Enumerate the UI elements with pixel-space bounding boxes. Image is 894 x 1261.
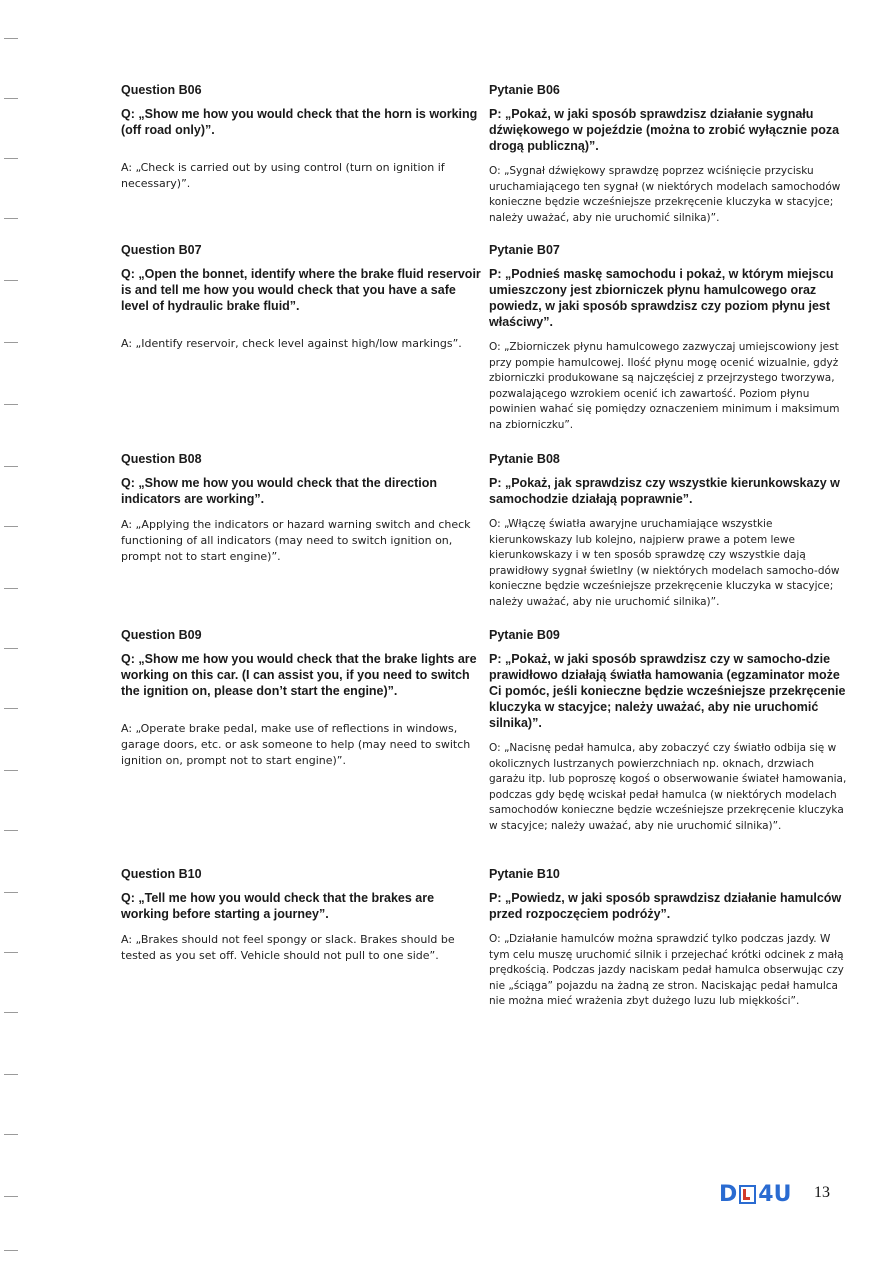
question-heading: Question B06 [121,83,202,97]
question-b08-pl [489,452,849,610]
question-text: Q: „Show me how you would check that the brake lights are working on this car. (I can assist you, if you need to switch the ignition on, please don’t start the engine)”. [121,652,477,698]
question-heading: Pytanie B06 [489,83,560,97]
learner-plate-icon [739,1185,756,1204]
question-heading: Pytanie B07 [489,243,560,257]
answer-text: O: „Sygnał dźwiękowy sprawdzę poprzez wciśnięcie przycisku uruchamiającego ten sygnał (w niektórych modelach samochodów konieczne będzie wcześniejsze przekręcenie kluczyka w stacyjce; należy uważać, aby nie uruchomić silnika)”. [489,165,841,224]
answer-text: O: „Działanie hamulców można sprawdzić tylko podczas jazdy. W tym celu muszę uruchomić silnik i przejechać krótki odcinek z małą prędkością. Podczas jazdy naciskam pedał hamulca obserwując czy nie „ściąga” pojazdu na żadną ze stron. Naciskając pedał hamulca nie można mieć wrażenia zbyt dużego luzu lub miękkości”. [489,933,844,1007]
question-b09-pl [489,628,849,834]
question-heading: Question B10 [121,867,202,881]
question-text: Q: „Open the bonnet, identify where the brake fluid reservoir is and tell me how you would check that you have a safe level of hydraulic brake fluid”. [121,267,481,313]
question-text: P: „Pokaż, jak sprawdzisz czy wszystkie kierunkowskazy w samochodzie działają poprawnie”. [489,476,840,506]
question-heading: Pytanie B10 [489,867,560,881]
binding-margin-marks [0,0,30,1261]
answer-text: A: „Operate brake pedal, make use of reflections in windows, garage doors, etc. or ask someone to help (may need to switch ignition on, prompt not to start engine)”. [121,722,471,767]
dl4u-logo [719,1181,791,1207]
question-b06-en [121,83,481,192]
logo-letter-d: D [719,1181,738,1207]
question-heading: Question B09 [121,628,202,642]
question-b07-pl [489,243,849,433]
logo-text-4u: 4U [758,1181,792,1207]
question-b10-pl [489,867,849,1010]
question-text: Q: „Tell me how you would check that the brakes are working before starting a journey”. [121,891,435,921]
answer-text: O: „Nacisnę pedał hamulca, aby zobaczyć czy światło odbija się w okolicznych lustrzanych powierzchniach np. oknach, drzwiach garażu itp. lub poproszę kogoś o obserwowanie świateł hamowania, podczas gdy będę wciskał pedał hamulca (w niektórych modelach samochodów konieczne będzie wcześniejsze przekręcenie kluczyka w stacyjce; należy uważać, aby nie uruchomić silnika)”. [489,742,847,832]
question-heading: Question B07 [121,243,202,257]
answer-text: A: „Identify reservoir, check level against high/low markings”. [121,337,462,350]
question-text: Q: „Show me how you would check that the horn is working (off road only)”. [121,107,478,137]
question-heading: Pytanie B08 [489,452,560,466]
question-text: P: „Powiedz, w jaki sposób sprawdzisz działanie hamulców przed rozpoczęciem podróży”. [489,891,842,921]
question-b10-en [121,867,481,964]
question-text: P: „Podnieś maskę samochodu i pokaż, w którym miejscu umieszczony jest zbiorniczek płynu hamulcowego oraz powiedz, w jaki sposób sprawdzisz czy poziom płynu jest właściwy”. [489,267,834,329]
question-heading: Question B08 [121,452,202,466]
question-b07-en [121,243,481,352]
question-text: P: „Pokaż, w jaki sposób sprawdzisz czy w samocho-dzie prawidłowo działają światła hamowania (egzaminator może Ci pomóc, jeśli konieczne będzie wcześniejsze przekręcenie kluczyka w stacyjce; należy uważać, aby nie uruchomić silnika)”. [489,652,846,730]
answer-text: A: „Brakes should not feel spongy or slack. Brakes should be tested as you set off. Vehicle should not pull to one side”. [121,933,455,962]
question-text: P: „Pokaż, w jaki sposób sprawdzisz działanie sygnału dźwiękowego w pojeździe (można to zrobić wyłącznie poza drogą publiczną)”. [489,107,840,153]
question-b06-pl [489,83,849,226]
answer-text: O: „Włączę światła awaryjne uruchamiające wszystkie kierunkowskazy lub kolejno, najpierw prawe a potem lewe kierunkowskazy i w ten sposób sprawdzę czy wszystkie dają prawidłowy sygnał świetlny (w niektórych modelach samocho-dów konieczne będzie wcześniejsze przekręcenie kluczyka w stacyjce; należy uważać, aby nie uruchomić silnika)”. [489,518,840,608]
question-text: Q: „Show me how you would check that the direction indicators are working”. [121,476,437,506]
question-heading: Pytanie B09 [489,628,560,642]
question-b08-en [121,452,481,565]
answer-text: A: „Check is carried out by using control (turn on ignition if necessary)”. [121,161,445,190]
page-number: 13 [814,1184,830,1201]
question-b09-en [121,628,481,769]
answer-text: O: „Zbiorniczek płynu hamulcowego zazwyczaj umiejscowiony jest przy pompie hamulcowej. Ilość płynu mogę ocenić wizualnie, gdyż zbiorniczki produkowane są najczęściej z przejrzystego tworzywa, pozwalającego wzrokiem ocenić ich zawartość. Poziom płynu powinien wahać się pomiędzy oznaczeniem minimum i maksimum na zbiorniczku”. [489,341,840,431]
answer-text: A: „Applying the indicators or hazard warning switch and check functioning of all indicators (may need to switch ignition on, prompt not to start engine)”. [121,518,471,563]
